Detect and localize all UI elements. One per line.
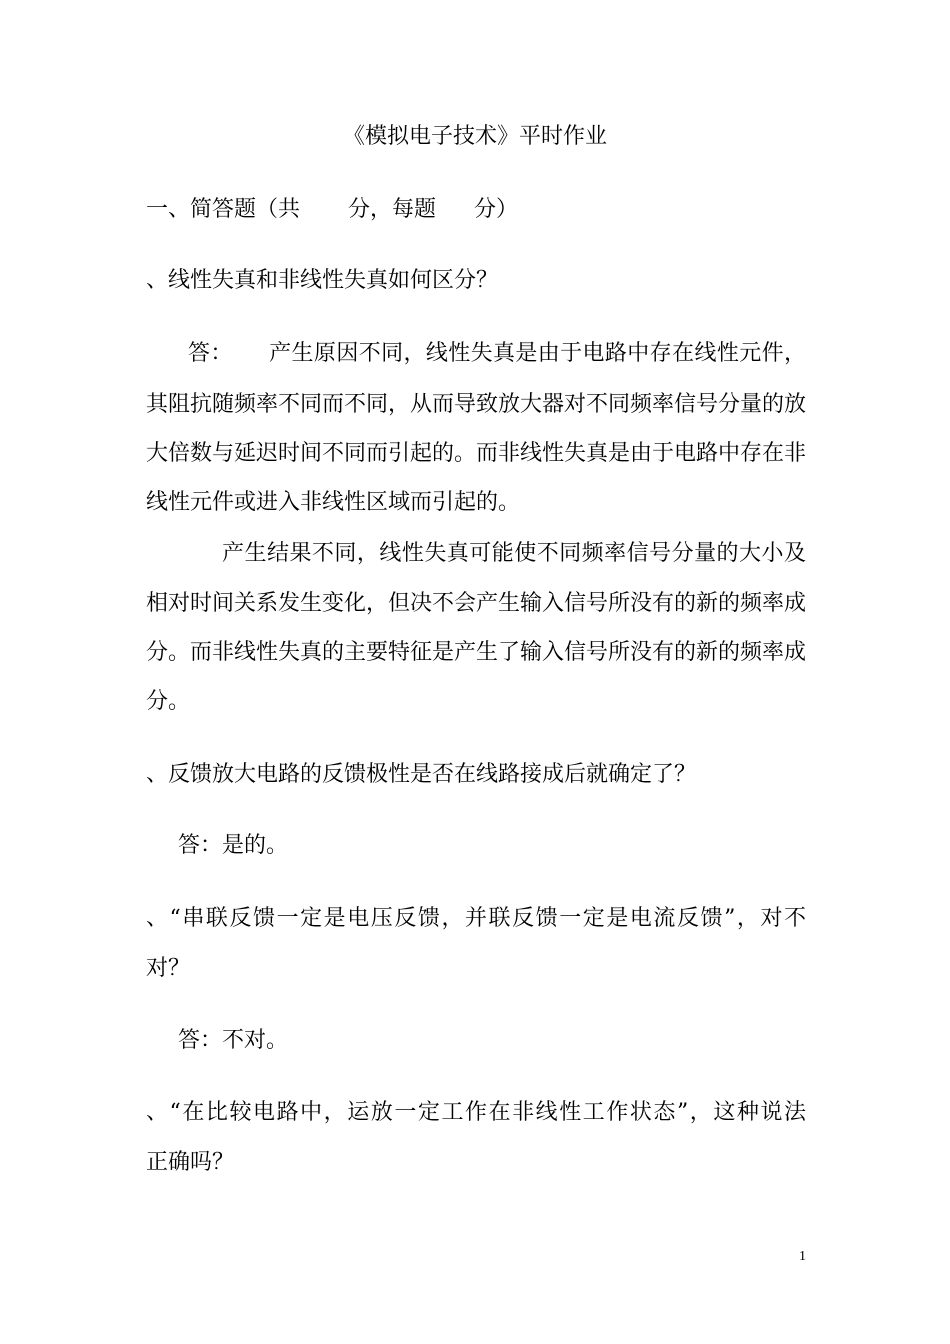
- page-number: 1: [799, 1249, 806, 1264]
- question-3-line-1: 、“串联反馈一定是电压反馈，并联反馈一定是电流反馈”，对不: [146, 906, 806, 931]
- answer-2: 答：是的。: [178, 833, 289, 858]
- question-1: 、线性失真和非线性失真如何区分？: [146, 268, 499, 293]
- answer-1-line-6: 相对时间关系发生变化，但决不会产生输入信号所没有的新的频率成: [146, 591, 807, 616]
- section-heading-part3: 分）: [474, 197, 519, 222]
- answer-1-text-1: 产生原因不同，线性失真是由于电路中存在线性元件，: [268, 341, 806, 366]
- question-3-line-2: 对？: [146, 956, 191, 981]
- answer-1-line-8: 分。: [146, 689, 191, 714]
- section-heading-part1: 一、简答题（共: [146, 197, 301, 222]
- answer-1-line-4: 线性元件或进入非线性区域而引起的。: [146, 490, 521, 515]
- question-2: 、反馈放大电路的反馈极性是否在线路接成后就确定了？: [146, 762, 697, 787]
- answer-1-line-7: 分。而非线性失真的主要特征是产生了输入信号所没有的新的频率成: [146, 640, 807, 665]
- section-heading: [146, 195, 806, 225]
- answer-1-label: 答：: [188, 341, 233, 366]
- question-4-line-1: 、“在比较电路中，运放一定工作在非线性工作状态”，这种说法: [146, 1100, 806, 1125]
- section-heading-part2: 分，每题: [348, 197, 437, 222]
- answer-1-line-3: 大倍数与延迟时间不同而引起的。而非线性失真是由于电路中存在非: [146, 441, 807, 466]
- answer-1-line-1: [188, 339, 806, 369]
- answer-3: 答：不对。: [178, 1028, 289, 1053]
- answer-1-line-2: 其阻抗随频率不同而不同，从而导致放大器对不同频率信号分量的放: [146, 392, 807, 417]
- question-4-line-2: 正确吗？: [146, 1150, 235, 1175]
- answer-1-line-5: 产生结果不同，线性失真可能使不同频率信号分量的大小及: [222, 541, 806, 566]
- document-title: 《模拟电子技术》平时作业: [342, 124, 607, 149]
